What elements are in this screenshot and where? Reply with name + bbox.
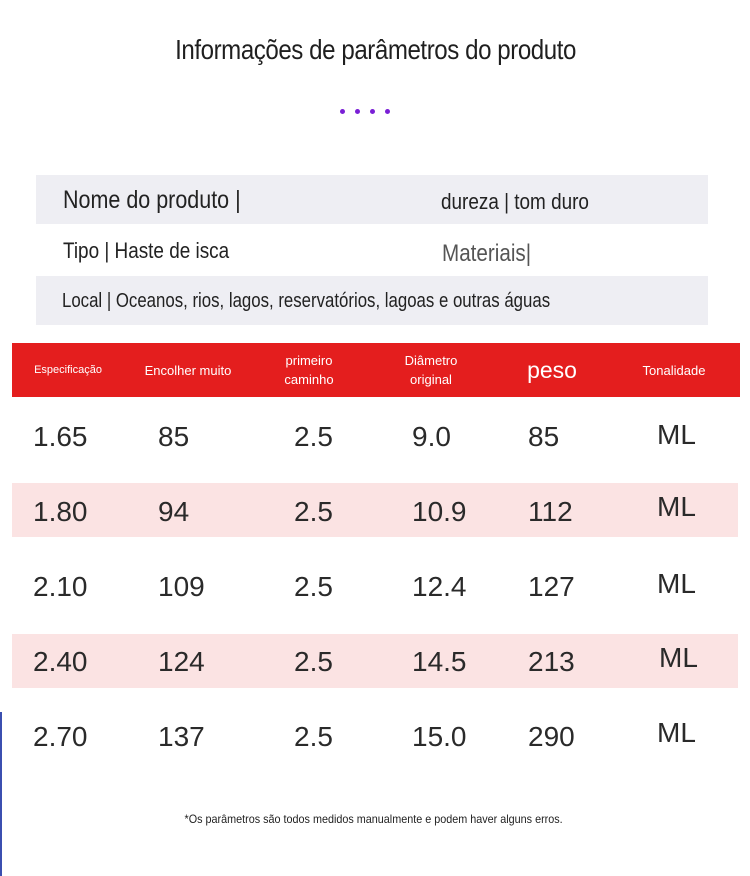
cell-peso: 85 xyxy=(528,421,560,452)
spec-table-header xyxy=(12,343,740,397)
cell-tonalidade: ML xyxy=(657,568,696,599)
cell-especificacao: 1.80 xyxy=(33,496,88,527)
info-row-type xyxy=(36,224,708,276)
header-diametro-original: Diâmetro original xyxy=(404,353,458,387)
cell-primeiro: 2.5 xyxy=(294,421,333,452)
info-row-location xyxy=(36,276,708,325)
cell-especificacao: 1.65 xyxy=(33,421,88,452)
cell-peso: 112 xyxy=(528,496,573,527)
cell-encolher: 137 xyxy=(158,721,205,752)
cell-tonalidade: ML xyxy=(657,717,696,748)
cell-peso: 213 xyxy=(528,646,575,677)
cell-diametro: 15.0 xyxy=(412,721,467,752)
footnote: *Os parâmetros são todos medidos manualmente e podem haver alguns erros. xyxy=(184,812,563,826)
dot-icon xyxy=(370,109,375,114)
cell-especificacao: 2.40 xyxy=(33,646,88,677)
cell-diametro: 9.0 xyxy=(412,421,451,452)
hardness-label: dureza | tom duro xyxy=(441,189,589,214)
dot-icon xyxy=(385,109,390,114)
cell-tonalidade: ML xyxy=(659,642,698,673)
location-label: Local | Oceanos, rios, lagos, reservatórios, lagoas e outras águas xyxy=(62,290,551,312)
cell-diametro: 12.4 xyxy=(412,571,467,602)
header-encolher-muito: Encolher muito xyxy=(144,362,232,378)
product-name-label: Nome do produto | xyxy=(63,186,241,214)
header-tonalidade: Tonalidade xyxy=(642,362,706,378)
cell-especificacao: 2.10 xyxy=(33,571,88,602)
cell-diametro: 10.9 xyxy=(412,496,467,527)
row-stripe xyxy=(12,634,738,688)
header-especificacao: Especificação xyxy=(34,363,102,376)
cell-peso: 127 xyxy=(528,571,575,602)
dot-icon xyxy=(355,109,360,114)
cell-encolher: 109 xyxy=(158,571,205,602)
decorative-dots xyxy=(340,109,390,114)
info-row-product xyxy=(36,175,708,224)
type-label: Tipo | Haste de isca xyxy=(63,238,230,263)
materials-label: Materiais| xyxy=(442,240,532,267)
cell-encolher: 85 xyxy=(158,421,190,452)
cell-encolher: 124 xyxy=(158,646,205,677)
cell-primeiro: 2.5 xyxy=(294,646,333,677)
cell-especificacao: 2.70 xyxy=(33,721,88,752)
cell-diametro: 14.5 xyxy=(412,646,467,677)
cell-peso: 290 xyxy=(528,721,575,752)
page-title: Informações de parâmetros do produto xyxy=(175,34,576,65)
header-peso: peso xyxy=(527,356,577,383)
cell-encolher: 94 xyxy=(158,496,190,527)
dot-icon xyxy=(340,109,345,114)
cell-primeiro: 2.5 xyxy=(294,721,333,752)
cell-tonalidade: ML xyxy=(657,419,696,450)
edge-divider xyxy=(0,712,2,876)
row-stripe xyxy=(12,483,738,537)
cell-primeiro: 2.5 xyxy=(294,571,333,602)
cell-tonalidade: ML xyxy=(657,491,696,522)
header-primeiro-caminho: primeiro caminho xyxy=(284,353,334,387)
cell-primeiro: 2.5 xyxy=(294,496,333,527)
